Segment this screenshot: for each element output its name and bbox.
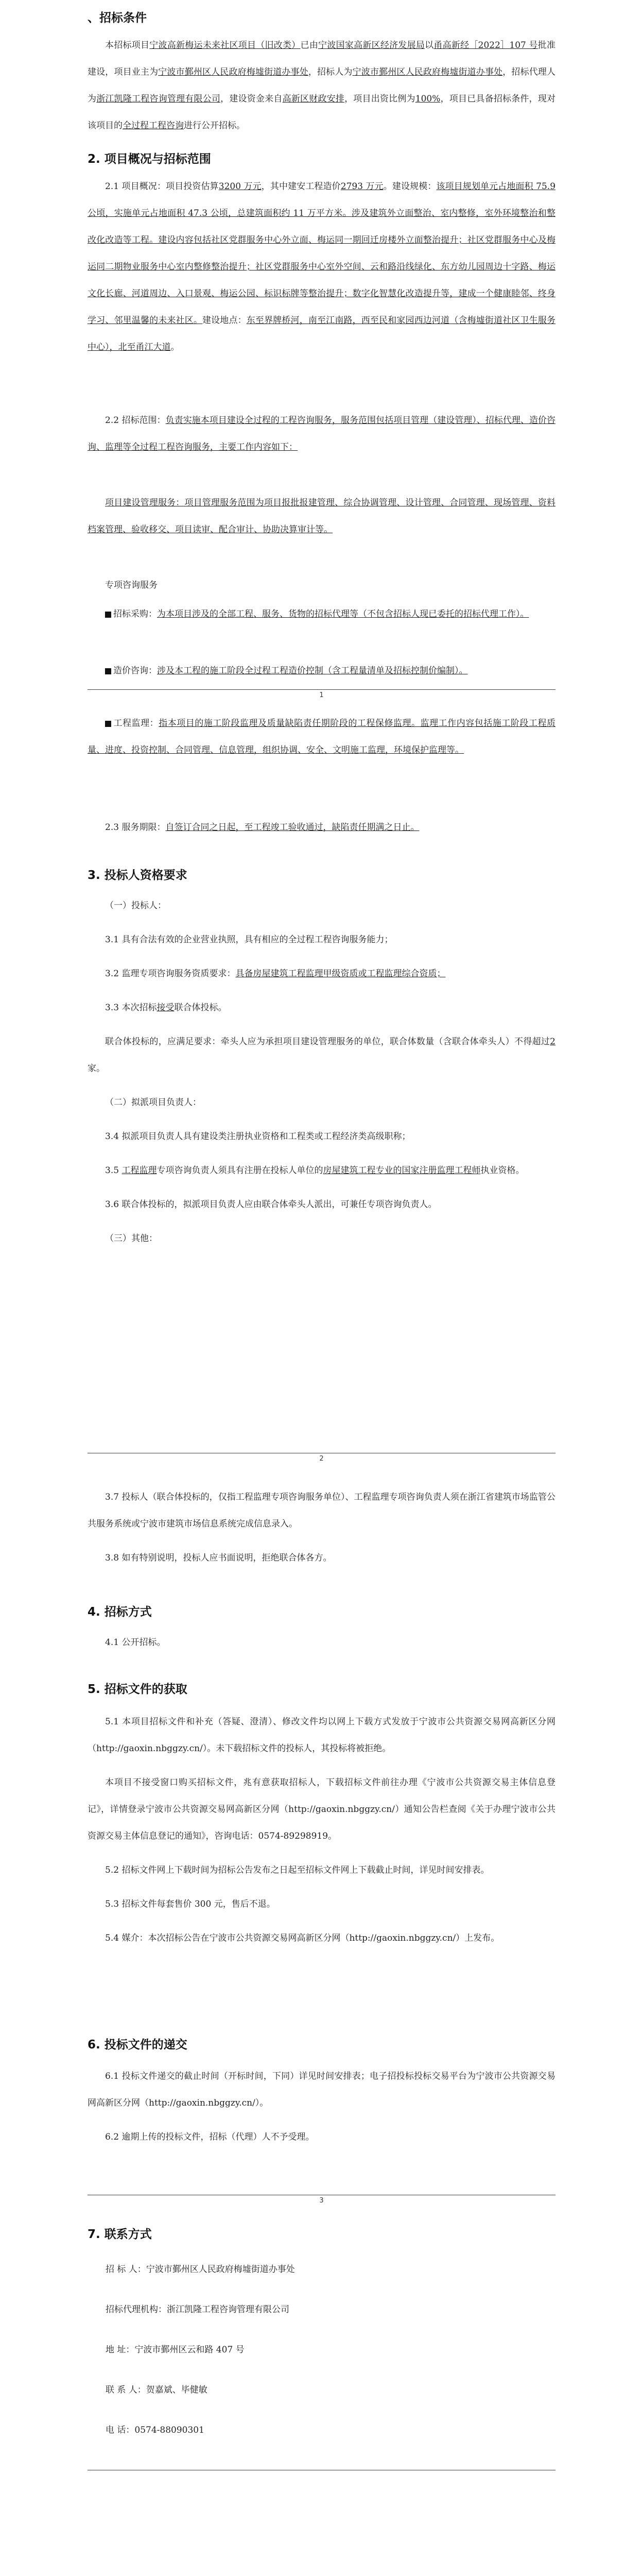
section-title-7: 7. 联系方式 xyxy=(88,2228,152,2241)
page-number: 3 xyxy=(319,2197,324,2205)
paragraph-special-consulting: 专项咨询服务 xyxy=(105,580,158,590)
project-name: 宁波高新梅运未来社区项目（旧改类） xyxy=(149,40,301,50)
section-title-2: 2. 项目概况与招标范围 xyxy=(88,152,211,166)
bullet-square-icon xyxy=(105,612,111,618)
bullet-procurement: 招标采购：为本项目涉及的全部工程、服务、货物的招标代理等（不包含招标人现已委托的招标代理工作）。 xyxy=(88,601,555,628)
bullet-supervision: 工程监理：指本项目的施工阶段监理及质量缺陷责任期阶段的工程保修监理。监理工作内容包括施工阶段工程质量、进度、投资控制、合同管理、信息管理，组织协调、安全、文明施工监理，环境保护监理等。 xyxy=(88,718,556,755)
tender-method: 4.1 公开招标。 xyxy=(105,1637,166,1648)
contact-address: 地 址：宁波市鄞州区云和路 407 号 xyxy=(106,2345,245,2355)
section-title-5: 5. 招标文件的获取 xyxy=(88,1683,187,1696)
bullet-square-icon xyxy=(105,668,111,674)
bullet-square-icon xyxy=(105,721,111,727)
section-title-6: 6. 投标文件的递交 xyxy=(88,2038,187,2052)
paragraph-project-overview: 2.1 项目概况：项目投资估算3200 万元，其中建安工程造价2793 万元。建设规模：该项目规划单元占地面积 75.9 公顷，实施单元占地面积 47.3 公顷，总建筑面积约 11 万平方米。涉及建筑外立面整治、室内整修，室外环境整治和整改化改造等工程。建设内容包括社区党群服务中心外立面、梅运同一期回迁房楼外立面整治提升；社区党群服务中心及梅运同二期物业服务中心室内整修整治提升；社区党群服务中心室外空间、云和路沿线绿化、东方幼儿园周边十字路、梅运文化长廊、河道周边、入口景观、梅运公园、标识标牌等整治提升；数字化智慧化改造提升等，建成一个健康睦邻、终身学习、邻里温馨的未来社区。建设地点：东至界牌桥河，南至江南路，西至民和家园西边河道（含梅墟街道社区卫生服务中心），北至甬江大道。 xyxy=(88,181,556,352)
section-title-3: 3. 投标人资格要求 xyxy=(88,869,187,882)
contact-tenderer: 招 标 人：宁波市鄞州区人民政府梅墟街道办事处 xyxy=(106,2264,295,2275)
page-number: 2 xyxy=(319,1455,324,1463)
bullet-cost-consulting: 造价咨询：涉及本工程的施工阶段全过程工程造价控制（含工程量清单及招标控制价编制）。 xyxy=(88,657,555,684)
page-divider xyxy=(88,689,555,690)
section-title-1: 、招标条件 xyxy=(88,11,147,25)
contact-person: 联 系 人：贺嘉斌、毕健敏 xyxy=(106,2385,207,2395)
document-acquisition: 5.1 本项目招标文件和补充（答疑、澄清）、修改文件均以网上下载方式发放于宁波市公共资源交易网高新区分网（http://gaoxin.nbggzy.cn/）。未下载招标文件的投标人，其投标将被拒绝。 本项目不接受窗口购买招标文件，兆有意获取招标人，下载招标文件前往办理《宁波市公共资源交易主体信息登记》，详情登录宁波市公共资源交易网高新区分网（http://gaoxin.nbggzy.cn/）通知公告栏查阅《关于办理宁波市公共资源交易主体信息登记的通知》，咨询电话：0574-89298919。 5.2 招标文件网上下载时间为招标公告发布之日起至招标文件网上下载截止时间，详见时间安排表。 5.3 招标文件每套售价 300 元，售后不退。 5.4 媒介：本次招标公告在宁波市公共资源交易网高新区分网（http://gaoxin.nbggzy.cn/）上发布。 xyxy=(88,1717,555,1943)
contact-phone: 电 话：0574-88090301 xyxy=(106,2425,204,2435)
qualification-list: （一）投标人： 3.1 具有合法有效的企业营业执照，具有相应的全过程工程咨询服务能力； 3.2 监理专项咨询服务资质要求：具备房屋建筑工程监理甲级资质或工程监理综合资质； 3.3 本次招标接受联合体投标。 联合体投标的，应满足要求：牵头人应为承担项目建设管理服务的单位，联合体数量（含联合体牵头人）不得超过2家。 （二）拟派项目负责人： 3.4 拟派项目负责人具有建设类注册执业资格和工程类或工程经济类高级职称； 3.5 工程监理专项咨询负责人须具有注册在投标人单位的房屋建筑工程专业的国家注册监理工程师执业资格。 3.6 联合体投标的，拟派项目负责人应由联合体牵头人派出，可兼任专项咨询负责人。 （三）其他： xyxy=(88,901,555,1244)
paragraph-construction-management: 项目建设管理服务：项目管理服务范围为项目报批报建管理、综合协调管理、设计管理、合同管理、现场管理、资料档案管理、验收移交、项目读审、配合审计、协助决算审计等。 xyxy=(88,498,555,535)
qualification-list-cont: 3.7 投标人（联合体投标的，仅指工程监理专项咨询服务单位）、工程监理专项咨询负责人须在浙江省建筑市场监管公共服务系统或宁波市建筑市场信息系统完成信息录入。 3.8 如有特别说明，投标人应书面说明，拒绝联合体各方。 xyxy=(88,1492,555,1563)
paragraph-tender-scope: 2.2 招标范围：负责实施本项目建设全过程的工程咨询服务，服务范围包括项目管理（建设管理）、招标代理、造价咨询、监理等全过程工程咨询服务，主要工作内容如下： xyxy=(88,415,555,452)
paragraph-service-period: 2.3 服务期限：自签订合同之日起，至工程竣工验收通过，缺陷责任期满之日止。 xyxy=(105,822,420,833)
paragraph-tender-conditions: 本招标项目宁波高新梅运未来社区项目（旧改类）已由宁波国家高新区经济发展局以甬高新经［2022］107 号批准建设，项目业主为宁波市鄞州区人民政府梅墟街道办事处，招标人为宁波市鄞州区人民政府梅墟街道办事处，招标代理人为浙江凯隆工程咨询管理有限公司，建设资金来自高新区财政安排，项目出资比例为100%，项目已具备招标条件，现对该项目的全过程工程咨询进行公开招标。 xyxy=(88,40,556,131)
section-title-4: 4. 招标方式 xyxy=(88,1605,152,1619)
contact-agency: 招标代理机构：浙江凯隆工程咨询管理有限公司 xyxy=(106,2304,289,2315)
page-number: 1 xyxy=(319,691,324,699)
bid-submission: 6.1 投标文件递交的截止时间（开标时间，下同）详见时间安排表；电子招投标投标交易平台为宁波市公共资源交易网高新区分网（http://gaoxin.nbggzy.cn/）。 6.2 逾期上传的投标文件，招标（代理）人不予受理。 xyxy=(88,2071,555,2142)
